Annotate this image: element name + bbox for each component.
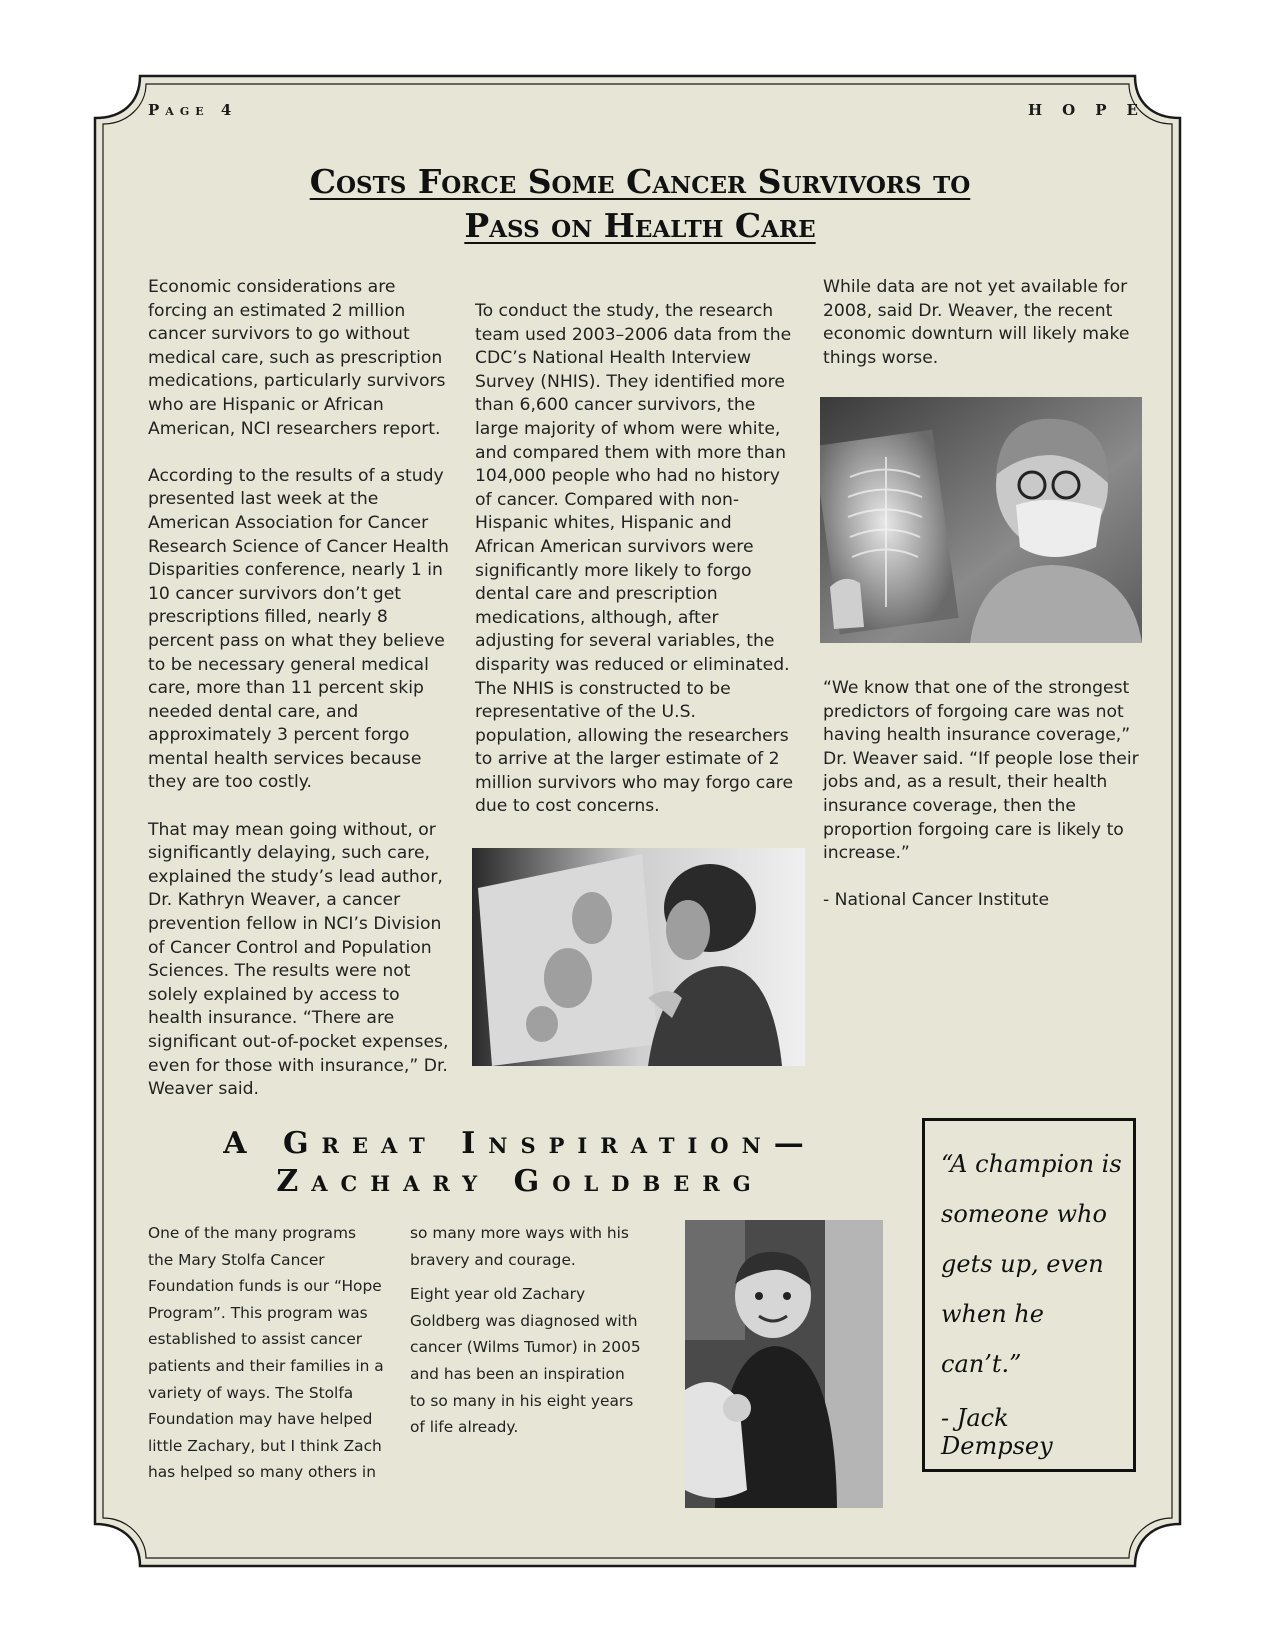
inspiration-paragraph: One of the many programs the Mary Stolfa Cancer Foundation funds is our “Hope Program”. This program was established to assist cancer patients and their families in a variety of ways. The Stolfa Foundation may have helped little Zachary, but I think Zach has helped so many others in — [148, 1224, 384, 1482]
article-paragraph: To conduct the study, the research team used 2003–2006 data from the CDC’s National Health Interview Survey (NHIS). They identified more than 6,600 cancer survivors, the large majority of whom were white, and compared them with more than 104,000 people who had no history of cancer. Compared with non-Hispanic whites, Hispanic and African American survivors were significantly more likely to forgo dental care and prescription medications, although, after adjusting for several variables, the disparity was reduced or eliminated. The NHIS is constructed to be representative of the U.S. population, allowing the researchers to arrive at the larger estimate of 2 million survivors who may forgo care due to cost concerns. — [475, 301, 794, 817]
surgical-mask — [1016, 500, 1102, 557]
newsletter-name: HOPE — [1028, 101, 1158, 119]
doctor-xray-photo — [820, 397, 1142, 643]
article-paragraph: That may mean going without, or significantly delaying, such care, explained the study’s lead author, Dr. Kathryn Weaver, a cancer prevention fellow in NCI’s Division of Cancer Control and Population Sciences. The results were not solely explained by access to health insurance. “There are significant out-of-pocket expenses, even for those with insurance,” Dr. Weaver said. — [148, 819, 449, 1100]
zachary-photo — [685, 1220, 883, 1508]
article-source: - National Cancer Institute — [823, 890, 1050, 911]
inspiration-paragraph: Eight year old Zachary Goldberg was diagnosed with cancer (Wilms Tumor) in 2005 and has been an inspiration to so many in his eight years of life already. — [410, 1285, 641, 1437]
doctor-hand — [830, 579, 864, 629]
article-column-3-continued — [823, 677, 1148, 937]
boy-eye-left — [755, 1292, 763, 1300]
inspiration-title — [200, 1125, 840, 1201]
article-column-2 — [475, 300, 795, 843]
article-column-1 — [148, 276, 453, 1125]
article-title — [160, 160, 1120, 248]
article-column-3 — [823, 276, 1148, 394]
article-paragraph: Economic considerations are forcing an estimated 2 million cancer survivors to go without medical care, such as prescription medications, particularly survivors who are Hispanic or African American, NCI researchers report. — [148, 277, 446, 439]
article-title-line2: Pass on Health Care — [464, 206, 816, 245]
article-title-line1: Costs Force Some Cancer Survivors to — [309, 162, 971, 201]
page-number: Page 4 — [148, 101, 238, 119]
woman-face — [666, 900, 710, 960]
article-paragraph: “We know that one of the strongest predictors of forgoing care was not having health insurance coverage,” Dr. Weaver said. “If people lose their jobs and, as a result, their health insurance coverage, then the proportion forgoing care is likely to increase.” — [823, 678, 1139, 864]
article-paragraph: While data are not yet available for 2008, said Dr. Weaver, the recent economic downturn will likely make things worse. — [823, 277, 1130, 368]
quote-box — [922, 1118, 1136, 1472]
boy-eye-right — [783, 1292, 791, 1300]
article-paragraph: According to the results of a study presented last week at the American Association for Cancer Research Science of Cancer Health Disparities conference, nearly 1 in 10 cancer survivors don’t get prescriptions filled, nearly 8 percent pass on what they believe to be necessary general medical care, more than 11 percent skip needed dental care, and approximately 3 percent forgo mental health services because they are too costly. — [148, 465, 449, 793]
quote-author: - Jack Dempsey — [941, 1404, 1053, 1460]
inspiration-column-2 — [410, 1220, 645, 1449]
inspiration-title-line2: Zachary Goldberg — [276, 1164, 764, 1199]
quote-text: “A champion is someone who gets up, even when he can’t.” — [941, 1150, 1122, 1378]
woman-xray-photo — [472, 848, 805, 1066]
boy-hand — [723, 1394, 751, 1422]
inspiration-column-1 — [148, 1220, 386, 1494]
inspiration-title-line1: A Great Inspiration— — [223, 1126, 817, 1161]
inspiration-paragraph: so many more ways with his bravery and courage. — [410, 1224, 629, 1269]
